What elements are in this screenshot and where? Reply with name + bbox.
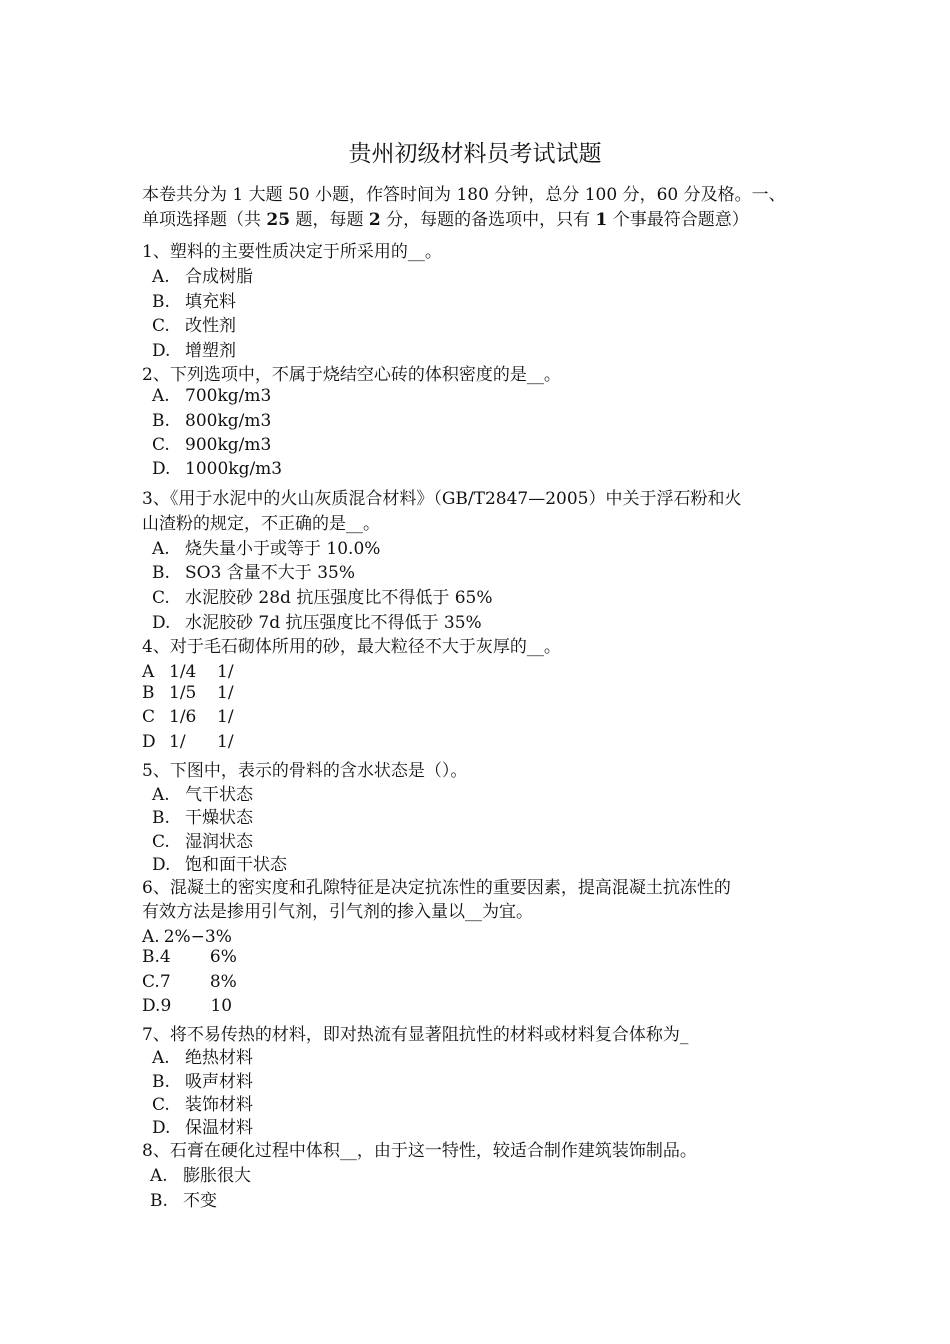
question-stem: 4、对于毛石砌体所用的砂，最大粒径不大于灰厚的__。 [142,637,561,657]
option-b: B. 不变 [150,1191,217,1211]
question-stem: 1、塑料的主要性质决定于所采用的__。 [142,242,442,262]
option-b: B. 干燥状态 [152,808,253,828]
option-a: A 1/4 1/ [142,662,234,682]
option-a: A. 气干状态 [152,785,253,805]
option-b: B. 吸声材料 [152,1072,253,1092]
option-a: A. 绝热材料 [152,1048,253,1068]
option-b: B. 填充料 [152,292,236,312]
option-a: A. 700kg/m3 [152,386,272,406]
answer-count: 1 [595,209,608,230]
question-stem: 6、混凝土的密实度和孔隙特征是决定抗冻性的重要因素，提高混凝土抗冻性的 [142,878,731,898]
option-a: A. 2%−3% [142,927,232,947]
option-b: B. SO3 含量不大于 35% [152,563,355,583]
question-stem: 7、将不易传热的材料，即对热流有显著阻抗性的材料或材料复合体称为_ [142,1025,689,1045]
option-b: B.4 6% [142,947,237,967]
option-c: C. 湿润状态 [152,832,253,852]
option-d: D. 增塑剂 [152,341,236,361]
option-b: B. 800kg/m3 [152,411,272,431]
intro-text: 本卷共分为 1 大题 50 小题，作答时间为 180 分钟，总分 100 分，60 分及格。一、 [142,185,786,205]
question-stem: 5、下图中，表示的骨料的含水状态是（）。 [142,761,468,781]
intro-text: 个事最符合题意） [607,209,749,230]
question-stem: 3、《用于水泥中的火山灰质混合材料》（GB/T2847—2005）中关于浮石粉和火 [142,489,742,509]
question-count: 25 [266,209,291,230]
question-score: 2 [368,209,381,230]
question-stem: 2、下列选项中，不属于烧结空心砖的体积密度的是__。 [142,365,561,385]
option-c: C. 900kg/m3 [152,435,272,455]
option-c: C. 改性剂 [152,316,236,336]
option-d: D. 饱和面干状态 [152,855,287,875]
option-d: D. 水泥胶砂 7d 抗压强度比不得低于 35% [152,613,482,633]
option-a: A. 烧失量小于或等于 10.0% [152,539,381,559]
option-c: C. 水泥胶砂 28d 抗压强度比不得低于 65% [152,588,493,608]
option-d: D 1/ 1/ [142,732,234,752]
question-stem-continued: 有效方法是掺用引气剂，引气剂的掺入量以__为宜。 [142,902,533,922]
option-d: D. 保温材料 [152,1118,253,1138]
option-d: D. 1000kg/m3 [152,459,283,479]
option-a: A. 膨胀很大 [150,1166,251,1186]
option-b: B 1/5 1/ [142,683,234,703]
intro-text: 分，每题的备选项中，只有 [380,209,596,230]
page-title: 贵州初级材料员考试试题 [348,141,602,167]
option-d: D.9 10 [142,996,233,1016]
intro-text: 单项选择题（共 [142,209,267,230]
option-c: C.7 8% [142,972,237,992]
exam-intro [142,183,822,232]
option-c: C 1/6 1/ [142,707,234,727]
option-c: C. 装饰材料 [152,1095,253,1115]
question-stem: 8、石膏在硬化过程中体积__，由于这一特性，较适合制作建筑装饰制品。 [142,1141,697,1161]
question-stem-continued: 山渣粉的规定，不正确的是__。 [142,514,380,534]
option-a: A. 合成树脂 [152,267,253,287]
intro-text: 题，每题 [290,209,369,230]
